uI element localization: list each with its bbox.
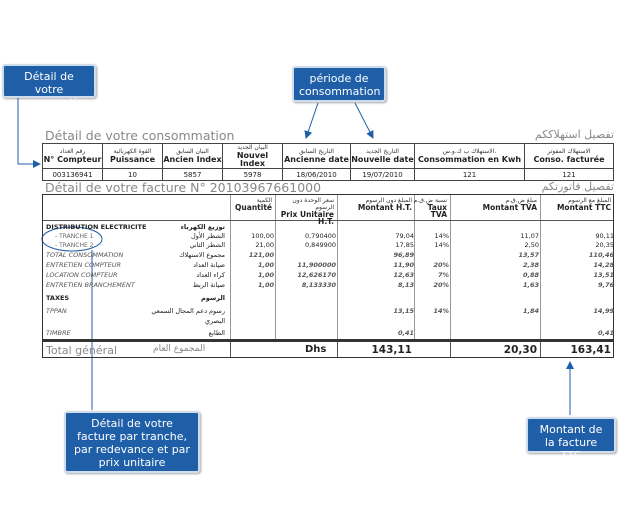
row-unit-price: 12,626170: [297, 271, 336, 279]
total-label: Total général: [46, 344, 117, 357]
invoice-row: [43, 317, 615, 326]
consumption-title-ar: تفصيل استهلاككم: [534, 128, 614, 141]
row-vat-rate: 14%: [434, 241, 449, 249]
row-amount-ttc: 110,46: [588, 251, 614, 259]
row-vat-amount: 1,63: [522, 281, 539, 289]
row-quantity: 21,00: [255, 241, 274, 249]
row-unit-price: 11,900000: [297, 261, 336, 269]
header-unit-price: سعر الوحدة دون الرسوم Prix Unitaire H.T.: [280, 197, 334, 226]
old-date: 18/06/2010: [283, 169, 351, 181]
callout-consumption-detail: Détail de votre consommation: [2, 64, 96, 98]
row-label: - TRANCHE 1: [55, 233, 94, 240]
meter-number: 003136941: [43, 169, 103, 181]
row-label-ar: توزيع الكهرباء: [180, 223, 225, 231]
row-amount-ht: 0,41: [397, 329, 414, 337]
total-label-ar: المجموع العام: [153, 344, 206, 354]
new-date: 19/07/2010: [351, 169, 415, 181]
header-cell: البيان السابق Ancien Index: [163, 144, 223, 169]
invoice-table: [42, 194, 614, 340]
row-label: ENTRETIEN COMPTEUR: [46, 261, 122, 269]
row-quantity: 1,00: [257, 281, 274, 289]
invoice-row: [43, 271, 615, 280]
row-vat-rate: 20%: [433, 261, 449, 269]
row-label: TAXES: [46, 294, 70, 302]
row-vat-amount: 13,57: [518, 251, 539, 259]
row-label: TOTAL CONSOMMATION: [46, 251, 124, 259]
header-quantity: الكمية Quantité: [235, 197, 272, 212]
row-vat-amount: 11,07: [520, 232, 539, 240]
billed-consumption: 121: [525, 169, 614, 181]
consumption-header-row: [43, 144, 614, 169]
row-label-ar: صيانة الربط: [192, 281, 225, 289]
invoice-row: [43, 261, 615, 270]
row-amount-ht: 96,89: [393, 251, 414, 259]
header-cell: الاستهلاك ب ك.و.س. Consommation en Kwh: [415, 144, 525, 169]
invoice-row: [43, 241, 615, 250]
header-cell: البيان الجديد Nouvel Index: [223, 144, 283, 169]
header-cell: التاريخ الجديد Nouvelle date: [351, 144, 415, 169]
row-label-ar: الرسوم: [201, 294, 225, 302]
consumption-table: [42, 143, 614, 181]
header-cell: القوة الكهربائية Puissance: [103, 144, 163, 169]
row-label-ar: الشطر الثاني: [189, 241, 225, 249]
header-vat-rate: نسبة ض.ق.م Taux TVA: [413, 197, 447, 219]
row-unit-price: 0,790400: [304, 232, 336, 240]
row-vat-amount: 2,50: [524, 241, 539, 249]
row-label-ar: مجموع الاستهلاك: [179, 251, 225, 259]
callout-invoice-detail: Détail de votre facture par tranche, par redevance et par prix unitaire: [64, 411, 200, 473]
row-label-ar: صيانة العداد: [193, 261, 225, 269]
arrow-period-old: [306, 103, 318, 138]
consumption-kwh: 121: [415, 169, 525, 181]
row-label-ar: رسوم دعم المجال السمعي: [151, 307, 225, 315]
row-label: DISTRIBUTION ELECTRICITE: [46, 223, 147, 231]
row-label: TPPAN: [46, 307, 67, 315]
invoice-row: [43, 307, 615, 316]
row-amount-ht: 17,85: [395, 241, 414, 249]
callout-amount-ttc: Montant de la facture TTC: [526, 417, 616, 453]
row-quantity: 100,00: [251, 232, 274, 240]
total-vat-amount: 20,30: [503, 344, 537, 356]
row-amount-ht: 13,15: [393, 307, 414, 315]
row-vat-amount: 2,38: [522, 261, 539, 269]
row-unit-price: 0,849900: [304, 241, 336, 249]
new-index: 5978: [223, 169, 283, 181]
row-vat-rate: 14%: [433, 307, 449, 315]
row-vat-amount: 0,88: [522, 271, 539, 279]
row-amount-ttc: 90,11: [595, 232, 614, 240]
total-amount-ttc: 163,41: [570, 344, 611, 356]
row-amount-ttc: 13,51: [593, 271, 614, 279]
invoice-row: [43, 251, 615, 260]
old-index: 5857: [163, 169, 223, 181]
arrow-period-new: [355, 103, 373, 138]
row-quantity: 121,00: [248, 251, 274, 259]
row-label-ar: البصري: [204, 317, 225, 325]
invoice-title-ar: تفصيل فاتورتكم: [541, 180, 614, 193]
row-label: - TRANCHE 2: [55, 242, 94, 249]
arrow-consumption: [18, 98, 40, 164]
header-vat-amount: مبلغ ض.ق.م Montant TVA: [482, 197, 537, 212]
row-quantity: 1,00: [257, 271, 274, 279]
total-amount-ht: 143,11: [371, 344, 412, 356]
row-label: ENTRETIEN BRANCHEMENT: [46, 281, 135, 289]
total-currency: Dhs: [305, 344, 327, 355]
row-vat-rate: 7%: [437, 271, 449, 279]
row-amount-ht: 8,13: [397, 281, 414, 289]
row-amount-ttc: 9,76: [597, 281, 614, 289]
row-vat-rate: 14%: [434, 232, 449, 240]
row-amount-ht: 12,63: [393, 271, 414, 279]
invoice-row: [43, 329, 615, 338]
row-label: LOCATION COMPTEUR: [46, 271, 118, 279]
row-amount-ht: 79,04: [395, 232, 414, 240]
row-amount-ttc: 14,99: [593, 307, 614, 315]
header-cell: الاستهلاك المفوتر Conso. facturée: [525, 144, 614, 169]
invoice-title: Détail de votre facture N° 20103967661000: [45, 180, 322, 195]
header-cell: التاريخ السابق Ancienne date: [283, 144, 351, 169]
row-label: TIMBRE: [46, 329, 71, 337]
total-row: [42, 340, 614, 358]
callout-consumption-period: période de consommation: [292, 66, 386, 102]
row-label-ar: كراء العداد: [196, 271, 225, 279]
row-amount-ttc: 20,35: [595, 241, 614, 249]
row-amount-ttc: 0,41: [597, 329, 614, 337]
invoice-row: [43, 223, 615, 232]
consumption-value-row: [43, 169, 614, 181]
header-cell: رقم العداد N° Compteur: [43, 144, 103, 169]
row-vat-rate: 20%: [433, 281, 449, 289]
power: 10: [103, 169, 163, 181]
row-label-ar: الطابع: [208, 329, 225, 337]
row-amount-ttc: 14,28: [593, 261, 614, 269]
row-amount-ht: 11,90: [393, 261, 414, 269]
invoice-row: [43, 281, 615, 290]
invoice-row: [43, 294, 615, 303]
row-quantity: 1,00: [257, 261, 274, 269]
invoice-row: [43, 232, 615, 241]
consumption-title: Détail de votre consommation: [45, 128, 235, 143]
header-amount-ttc: المبلغ مع الرسوم Montant TTC: [556, 197, 611, 212]
row-unit-price: 8,133330: [301, 281, 336, 289]
header-amount-ht: المبلغ دون الرسوم Montant H.T.: [357, 197, 412, 212]
row-label-ar: الشطر الأول: [191, 232, 225, 240]
row-vat-amount: 1,84: [522, 307, 539, 315]
